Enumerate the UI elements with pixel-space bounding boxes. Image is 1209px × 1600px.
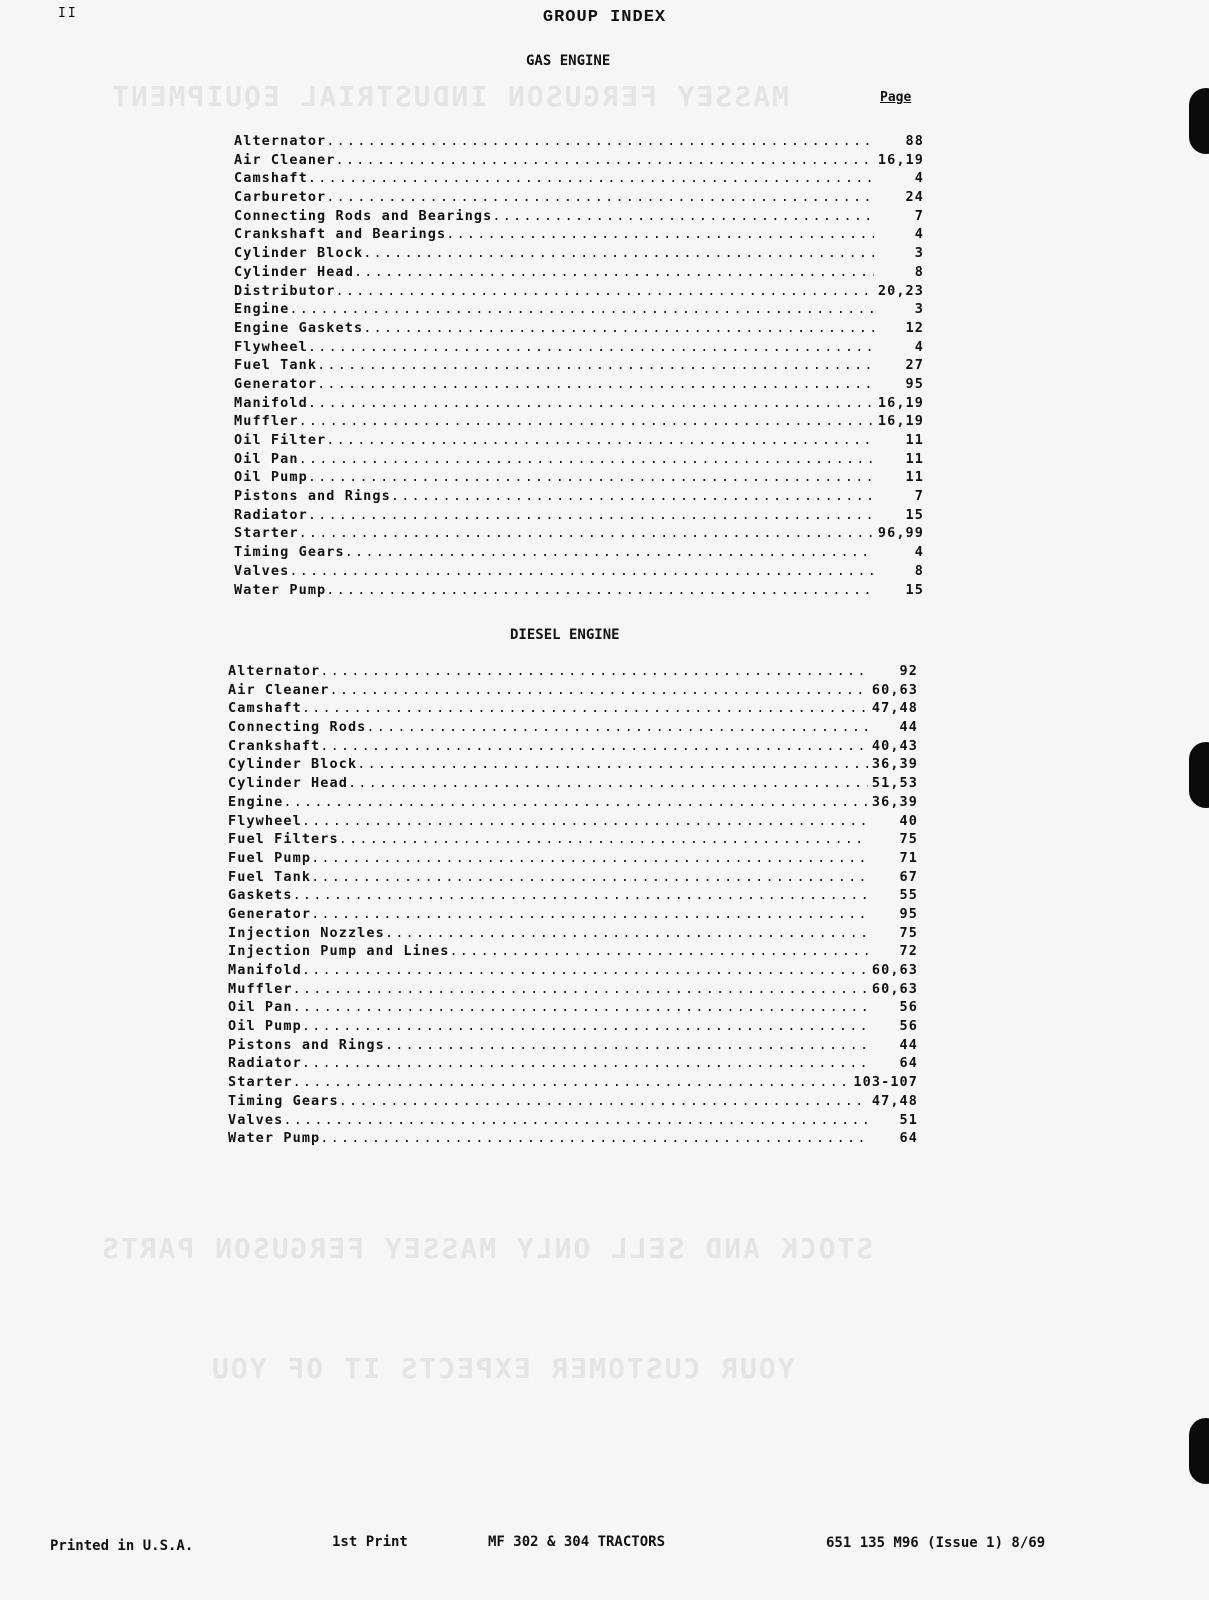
item-page: 4 xyxy=(914,338,924,355)
list-item xyxy=(234,357,924,376)
list-item xyxy=(234,488,924,507)
leader-dots xyxy=(311,906,868,922)
list-item xyxy=(228,1037,918,1056)
leader-dots xyxy=(336,152,874,168)
item-page: 7 xyxy=(914,207,924,224)
list-item xyxy=(234,544,924,563)
list-item xyxy=(228,906,918,925)
item-label: Crankshaft xyxy=(228,737,321,754)
list-item xyxy=(234,563,924,582)
item-page: 4 xyxy=(914,170,924,187)
leader-dots xyxy=(345,544,874,560)
leader-dots xyxy=(308,395,874,411)
item-page: 47,48 xyxy=(871,1092,918,1109)
item-page: 60,63 xyxy=(871,681,918,698)
item-label: Crankshaft and Bearings xyxy=(234,226,447,243)
footer-code: 651 135 M96 (Issue 1) 8/69 xyxy=(826,1535,1046,1551)
list-item xyxy=(228,700,918,719)
leader-dots xyxy=(339,1093,868,1109)
leader-dots xyxy=(293,981,868,997)
item-label: Fuel Tank xyxy=(234,357,318,374)
leader-dots xyxy=(299,451,874,467)
leader-dots xyxy=(302,700,868,716)
leader-dots xyxy=(308,507,874,523)
leader-dots xyxy=(302,813,868,829)
item-page: 55 xyxy=(899,887,918,904)
item-label: Water Pump xyxy=(228,1130,321,1147)
list-item xyxy=(228,943,918,962)
item-page: 15 xyxy=(905,581,924,598)
item-label: Radiator xyxy=(228,1055,302,1072)
item-label: Cylinder Head xyxy=(234,263,354,280)
list-item xyxy=(228,1112,918,1131)
footer-print: 1st Print xyxy=(332,1534,408,1550)
bleed-through-text-1: MASSEY FERGUSON INDUSTRIAL EQUIPMENT xyxy=(110,80,789,113)
list-item xyxy=(228,869,918,888)
item-label: Engine xyxy=(234,301,290,318)
item-page: 15 xyxy=(905,506,924,523)
item-label: Generator xyxy=(234,375,318,392)
item-label: Air Cleaner xyxy=(228,681,330,698)
leader-dots xyxy=(326,582,874,598)
list-item xyxy=(228,831,918,850)
item-page: 95 xyxy=(905,375,924,392)
item-page: 47,48 xyxy=(871,700,918,717)
leader-dots xyxy=(299,525,874,541)
item-page: 36,39 xyxy=(871,756,918,773)
list-item xyxy=(234,395,924,414)
item-page: 51 xyxy=(899,1111,918,1128)
list-item xyxy=(228,887,918,906)
leader-dots xyxy=(283,1112,868,1128)
item-label: Cylinder Head xyxy=(228,775,348,792)
list-item xyxy=(234,507,924,526)
item-page: 27 xyxy=(905,357,924,374)
gas-engine-heading: GAS ENGINE xyxy=(526,53,611,69)
item-page: 60,63 xyxy=(871,962,918,978)
item-page: 60,63 xyxy=(871,980,918,997)
list-item xyxy=(228,663,918,682)
list-item xyxy=(228,962,918,981)
list-item xyxy=(234,245,924,264)
leader-dots xyxy=(391,488,874,504)
item-label: Connecting Rods xyxy=(228,719,367,736)
list-item xyxy=(228,1018,918,1037)
item-label: Radiator xyxy=(234,506,308,523)
item-label: Starter xyxy=(234,525,299,542)
item-page: 92 xyxy=(899,663,918,679)
item-label: Engine xyxy=(228,793,284,810)
list-item xyxy=(234,264,924,283)
item-label: Camshaft xyxy=(234,170,308,187)
page-title: GROUP INDEX xyxy=(542,8,667,27)
item-label: Gaskets xyxy=(228,887,293,904)
list-item xyxy=(234,189,924,208)
item-label: Pistons and Rings xyxy=(234,488,391,505)
list-item xyxy=(234,226,924,245)
list-item xyxy=(228,1074,918,1093)
leader-dots xyxy=(363,320,874,336)
item-page: 88 xyxy=(905,133,924,149)
item-page: 56 xyxy=(899,999,918,1016)
leader-dots xyxy=(293,887,868,903)
item-label: Generator xyxy=(228,905,312,922)
list-item xyxy=(234,525,924,544)
leader-dots xyxy=(308,170,874,186)
item-page: 56 xyxy=(899,1018,918,1035)
leader-dots xyxy=(320,1130,868,1146)
item-label: Injection Pump and Lines xyxy=(228,943,450,960)
leader-dots xyxy=(293,999,868,1015)
diesel-engine-list xyxy=(228,663,918,1149)
item-page: 3 xyxy=(914,245,924,262)
item-page: 8 xyxy=(914,263,924,280)
item-label: Flywheel xyxy=(228,812,302,829)
list-item xyxy=(234,432,924,451)
list-item xyxy=(228,719,918,738)
item-page: 44 xyxy=(899,1036,918,1053)
leader-dots xyxy=(336,283,874,299)
item-label: Injection Nozzles xyxy=(228,924,385,941)
leader-dots xyxy=(320,738,868,754)
item-label: Valves xyxy=(234,562,290,579)
item-page: 103-107 xyxy=(853,1074,918,1091)
item-label: Carburetor xyxy=(234,189,327,206)
list-item xyxy=(234,469,924,488)
diesel-engine-heading: DIESEL ENGINE xyxy=(510,627,620,643)
item-page: 64 xyxy=(899,1055,918,1072)
item-page: 12 xyxy=(905,319,924,336)
list-item xyxy=(228,850,918,869)
item-label: Timing Gears xyxy=(228,1092,339,1109)
leader-dots xyxy=(385,1037,868,1053)
item-page: 11 xyxy=(905,469,924,486)
leader-dots xyxy=(311,850,868,866)
leader-dots xyxy=(363,245,874,261)
footer-model: MF 302 & 304 TRACTORS xyxy=(488,1534,666,1550)
item-label: Camshaft xyxy=(228,700,302,717)
item-page: 16,19 xyxy=(877,151,924,168)
list-item xyxy=(228,1130,918,1149)
item-label: Engine Gaskets xyxy=(234,319,364,336)
item-label: Distributor xyxy=(234,282,336,299)
leader-dots xyxy=(357,756,868,772)
list-item xyxy=(228,756,918,775)
item-page: 75 xyxy=(899,831,918,848)
item-label: Oil Pan xyxy=(228,999,293,1016)
list-item xyxy=(228,925,918,944)
item-page: 4 xyxy=(914,544,924,561)
item-label: Muffler xyxy=(228,980,293,997)
item-label: Manifold xyxy=(234,394,308,411)
leader-dots xyxy=(302,962,868,978)
item-label: Water Pump xyxy=(234,581,327,598)
punch-hole-bottom xyxy=(1189,1418,1209,1484)
leader-dots xyxy=(366,719,868,735)
leader-dots xyxy=(339,831,868,847)
list-item xyxy=(234,413,924,432)
item-label: Connecting Rods and Bearings xyxy=(234,207,493,224)
item-label: Oil Filter xyxy=(234,432,327,448)
item-label: Air Cleaner xyxy=(234,151,336,168)
leader-dots xyxy=(317,376,874,392)
punch-hole-middle xyxy=(1189,742,1209,808)
item-page: 16,19 xyxy=(877,394,924,411)
item-label: Oil Pan xyxy=(234,450,299,467)
list-item xyxy=(234,283,924,302)
leader-dots xyxy=(449,943,868,959)
item-page: 51,53 xyxy=(871,775,918,792)
item-label: Starter xyxy=(228,1074,293,1091)
item-page: 96,99 xyxy=(877,525,924,542)
item-page: 11 xyxy=(905,432,924,448)
leader-dots xyxy=(289,563,874,579)
list-item xyxy=(228,1093,918,1112)
leader-dots xyxy=(446,226,874,242)
item-page: 24 xyxy=(905,189,924,206)
item-label: Pistons and Rings xyxy=(228,1036,385,1053)
leader-dots xyxy=(302,1055,868,1071)
gas-engine-list xyxy=(234,133,924,600)
item-page: 67 xyxy=(899,868,918,885)
item-page: 3 xyxy=(914,301,924,318)
item-page: 16,19 xyxy=(877,413,924,430)
leader-dots xyxy=(308,469,874,485)
leader-dots xyxy=(302,1018,868,1034)
bleed-through-text-3: YOUR CUSTOMER EXPECTS IT OF YOU xyxy=(210,1352,795,1385)
item-page: 75 xyxy=(899,924,918,941)
item-page: 4 xyxy=(914,226,924,243)
punch-hole-top xyxy=(1189,88,1209,154)
item-page: 40,43 xyxy=(871,737,918,754)
item-page: 7 xyxy=(914,488,924,505)
item-label: Fuel Tank xyxy=(228,868,312,885)
leader-dots xyxy=(283,794,868,810)
item-label: Fuel Filters xyxy=(228,831,339,848)
leader-dots xyxy=(330,682,868,698)
item-label: Oil Pump xyxy=(228,1018,302,1035)
list-item xyxy=(228,981,918,1000)
list-item xyxy=(234,451,924,470)
item-label: Alternator xyxy=(228,663,321,679)
page-number: II xyxy=(58,6,78,21)
item-page: 8 xyxy=(914,562,924,579)
list-item xyxy=(228,738,918,757)
list-item xyxy=(228,813,918,832)
list-item xyxy=(234,208,924,227)
leader-dots xyxy=(320,663,868,679)
list-item xyxy=(234,320,924,339)
item-label: Alternator xyxy=(234,133,327,149)
list-item xyxy=(228,682,918,701)
leader-dots xyxy=(354,264,874,280)
list-item xyxy=(234,339,924,358)
item-label: Timing Gears xyxy=(234,544,345,561)
item-page: 72 xyxy=(899,943,918,960)
item-page: 36,39 xyxy=(871,793,918,810)
item-page: 71 xyxy=(899,849,918,866)
item-page: 44 xyxy=(899,719,918,736)
leader-dots xyxy=(326,133,874,149)
leader-dots xyxy=(308,339,874,355)
list-item xyxy=(234,301,924,320)
list-item xyxy=(234,376,924,395)
item-label: Cylinder Block xyxy=(228,756,358,773)
leader-dots xyxy=(492,208,874,224)
leader-dots xyxy=(299,413,874,429)
item-page: 95 xyxy=(899,905,918,922)
list-item xyxy=(228,999,918,1018)
list-item xyxy=(228,1055,918,1074)
item-label: Cylinder Block xyxy=(234,245,364,262)
item-label: Oil Pump xyxy=(234,469,308,486)
item-label: Muffler xyxy=(234,413,299,430)
item-label: Manifold xyxy=(228,962,302,978)
item-page: 20,23 xyxy=(877,282,924,299)
leader-dots xyxy=(317,357,874,373)
item-page: 11 xyxy=(905,450,924,467)
list-item xyxy=(234,152,924,171)
list-item xyxy=(234,582,924,601)
item-page: 40 xyxy=(899,812,918,829)
bleed-through-text-2: STOCK AND SELL ONLY MASSEY FERGUSON PARTS xyxy=(100,1232,874,1265)
leader-dots xyxy=(326,432,874,448)
leader-dots xyxy=(293,1074,854,1090)
leader-dots xyxy=(385,925,868,941)
leader-dots xyxy=(289,301,874,317)
leader-dots xyxy=(326,189,874,205)
list-item xyxy=(234,170,924,189)
list-item xyxy=(228,794,918,813)
list-item xyxy=(228,775,918,794)
item-label: Flywheel xyxy=(234,338,308,355)
item-label: Valves xyxy=(228,1111,284,1128)
list-item xyxy=(234,133,924,152)
leader-dots xyxy=(311,869,868,885)
leader-dots xyxy=(348,775,868,791)
footer-printed: Printed in U.S.A. xyxy=(50,1538,194,1554)
item-page: 64 xyxy=(899,1130,918,1147)
item-label: Fuel Pump xyxy=(228,849,312,866)
page-column-header: Page xyxy=(880,90,912,105)
